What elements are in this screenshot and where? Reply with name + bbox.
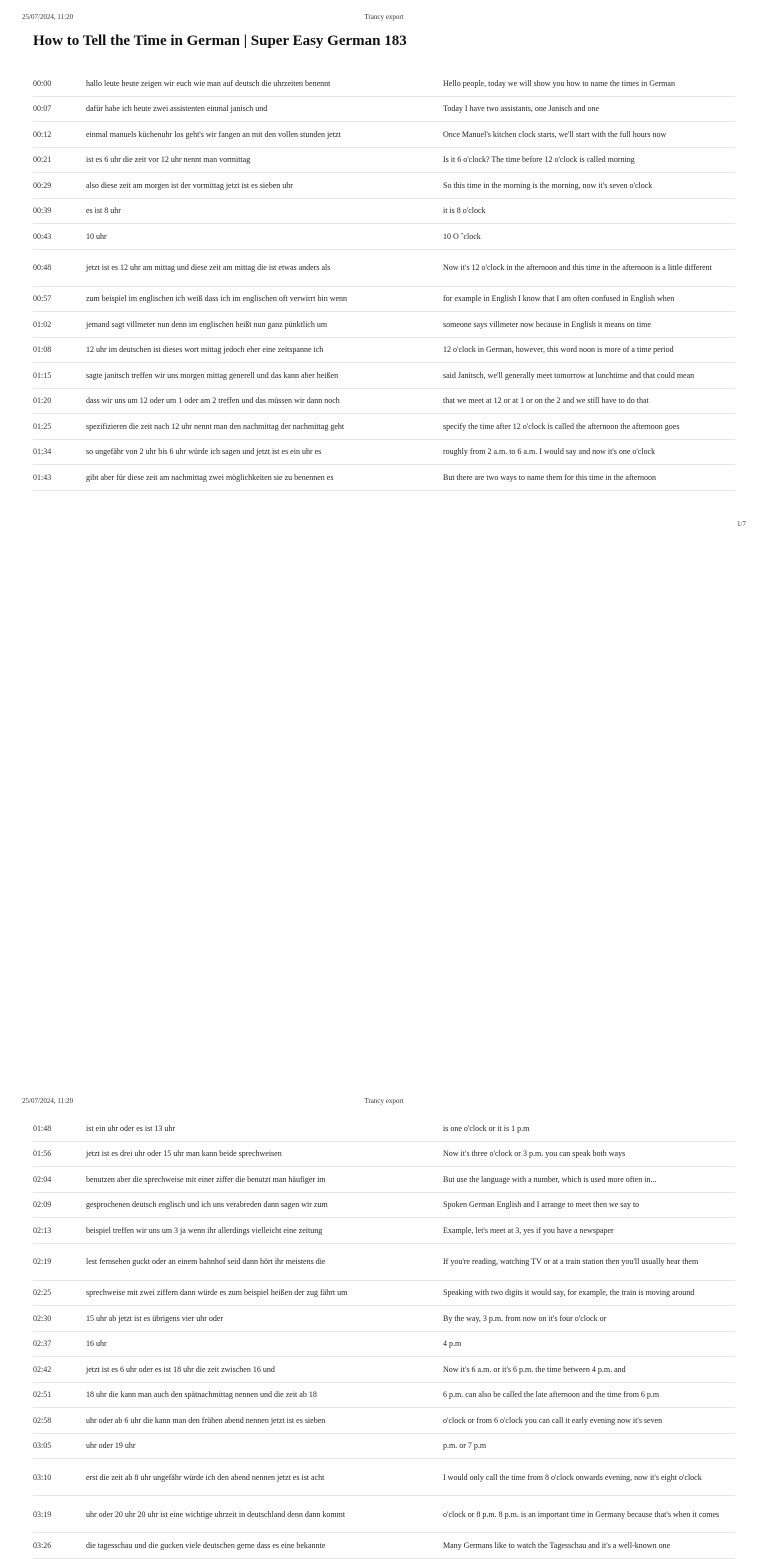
- timestamp: 01:48: [33, 1123, 52, 1133]
- transcript-row: [33, 1306, 735, 1332]
- timestamp: 02:37: [33, 1339, 52, 1349]
- timestamp: 00:43: [33, 231, 52, 241]
- english-translation: 4 p.m: [443, 1339, 462, 1349]
- english-translation: If you're reading, watching TV or at a train station then you'll usually hear them: [443, 1257, 699, 1266]
- timestamp: 00:12: [33, 129, 52, 139]
- english-translation: Spoken German English and I arrange to meet then we say to: [443, 1200, 640, 1210]
- timestamp: 01:02: [33, 319, 52, 329]
- english-translation: Now it's three o'clock or 3 p.m. you can speak both ways: [443, 1149, 626, 1159]
- german-text: also diese zeit am morgen ist der vormittag jetzt ist es sieben uhr: [86, 180, 293, 190]
- transcript-row: [33, 97, 735, 123]
- german-text: dafür habe ich heute zwei assistenten einmal janisch und: [86, 104, 268, 114]
- timestamp: 02:09: [33, 1200, 52, 1210]
- german-text: so ungefähr von 2 uhr bis 6 uhr würde ich sagen und jetzt ist es ein uhr es: [86, 447, 322, 457]
- english-translation: p.m. or 7 p.m: [443, 1441, 487, 1451]
- transcript-row: [33, 1332, 735, 1358]
- transcript-row: [33, 224, 735, 250]
- english-translation: o'clock or 8 p.m. 8 p.m. is an important time in Germany because that's when it comes: [443, 1509, 720, 1519]
- timestamp: 02:58: [33, 1415, 52, 1425]
- timestamp: 01:56: [33, 1149, 52, 1159]
- english-translation: that we meet at 12 or at 1 or on the 2 and we still have to do that: [443, 396, 649, 406]
- document-title: How to Tell the Time in German | Super Easy German 183: [33, 33, 407, 49]
- german-text: es ist 8 uhr: [86, 206, 121, 216]
- german-text: uhr oder ab 6 uhr die kann man den frühen abend nennen jetzt ist es sieben: [86, 1415, 326, 1425]
- german-text: sprechweise mit zwei ziffern dann würde es zum beispiel heißen der zug fährt um: [86, 1288, 348, 1298]
- transcript-row: [33, 1142, 735, 1168]
- german-text: einmal manuels küchenuhr los geht's wir fangen an mit den vollen stunden jetzt: [86, 129, 341, 139]
- transcript-row: [33, 338, 735, 364]
- german-text: 16 uhr: [86, 1339, 107, 1349]
- transcript-row: [33, 1434, 735, 1460]
- german-text: ist es 6 uhr die zeit vor 12 uhr nennt man vormittag: [86, 155, 251, 165]
- transcript-row: [33, 250, 735, 287]
- transcript-table-page-1: [33, 71, 735, 491]
- german-text: die tagesschau und die gucken viele deutschen gerne dass es eine bekannte: [86, 1540, 326, 1550]
- page-1: [0, 0, 768, 540]
- english-translation: Once Manuel's kitchen clock starts, we'll start with the full hours now: [443, 129, 667, 139]
- timestamp: 00:00: [33, 78, 52, 88]
- english-translation: Is it 6 o'clock? The time before 12 o'clock is called morning: [443, 155, 635, 165]
- timestamp: 02:04: [33, 1174, 52, 1184]
- timestamp: 01:25: [33, 421, 52, 431]
- german-text: ist ein uhr oder es ist 13 uhr: [86, 1123, 176, 1133]
- transcript-row: [33, 122, 735, 148]
- timestamp: 00:21: [33, 155, 52, 165]
- english-translation: But use the language with a number, which is used more often in...: [443, 1174, 657, 1184]
- english-translation: I would only call the time from 8 o'clock onwards evening, now it's eight o'clock: [443, 1472, 702, 1482]
- transcript-row: [33, 1193, 735, 1219]
- english-translation: Speaking with two digits it would say, for example, the train is moving around: [443, 1288, 695, 1298]
- english-translation: 12 o'clock in German, however, this word noon is more of a time period: [443, 345, 674, 355]
- english-translation: So this time in the morning is the morning, now it's seven o'clock: [443, 180, 653, 190]
- english-translation: is one o'clock or it is 1 p.m: [443, 1123, 530, 1133]
- timestamp: 00:39: [33, 206, 52, 216]
- transcript-row: [33, 1408, 735, 1434]
- german-text: beispiel treffen wir uns um 3 ja wenn ihr allerdings vielleicht eine zeitung: [86, 1225, 323, 1235]
- german-text: uhr oder 19 uhr: [86, 1441, 136, 1451]
- english-translation: Today I have two assistants, one Janisch and one: [443, 104, 600, 114]
- german-text: gesprochenen deutsch englisch und ich uns verabreden dann sagen wir zum: [86, 1200, 328, 1210]
- english-translation: Now it's 6 a.m. or it's 6 p.m. the time between 4 p.m. and: [443, 1364, 626, 1374]
- timestamp: 00:57: [33, 294, 52, 304]
- english-translation: said Janitsch, we'll generally meet tomorrow at lunchtime and that could mean: [443, 370, 695, 380]
- page-number: 1/7: [737, 520, 746, 528]
- german-text: 15 uhr ab jetzt ist es übrigens vier uhr oder: [86, 1313, 224, 1323]
- transcript-row: [33, 1496, 735, 1533]
- timestamp: 01:20: [33, 396, 52, 406]
- transcript-row: [33, 287, 735, 313]
- export-app-name: Trancy export: [364, 1097, 404, 1105]
- timestamp: 01:08: [33, 345, 52, 355]
- transcript-row: [33, 1357, 735, 1383]
- german-text: uhr oder 20 uhr 20 uhr ist eine wichtige uhrzeit in deutschland denn dann kommt: [86, 1509, 346, 1519]
- german-text: dass wir uns um 12 oder um 1 oder am 2 treffen und das müssen wir dann noch: [86, 396, 340, 406]
- timestamp: 03:10: [33, 1472, 52, 1482]
- timestamp: 02:25: [33, 1288, 52, 1298]
- timestamp: 02:19: [33, 1257, 52, 1266]
- timestamp: 03:26: [33, 1540, 52, 1550]
- german-text: 12 uhr im deutschen ist dieses wort mittag jedoch eher eine zeitspanne ich: [86, 345, 324, 355]
- german-text: sagte janitsch treffen wir uns morgen mittag generell und das kann aber heißen: [86, 370, 339, 380]
- export-date: 25/07/2024, 11:20: [22, 1097, 74, 1105]
- german-text: hallo leute heute zeigen wir euch wie man auf deutsch die uhrzeiten benennt: [86, 78, 331, 88]
- english-translation: 10 O ˆclock: [443, 231, 481, 241]
- english-translation: By the way, 3 p.m. from now on it's four o'clock or: [443, 1313, 607, 1323]
- english-translation: for example in English I know that I am often confused in English when: [443, 294, 675, 304]
- transcript-row: [33, 363, 735, 389]
- transcript-row: [33, 312, 735, 338]
- transcript-row: [33, 1459, 735, 1496]
- transcript-row: [33, 1244, 735, 1281]
- english-translation: someone says villmeter now because in English it means on time: [443, 319, 651, 329]
- english-translation: Example, let's meet at 3, yes if you have a newspaper: [443, 1225, 614, 1235]
- english-translation: 6 p.m. can also be called the late afternoon and the time from 6 p.m: [443, 1390, 660, 1400]
- german-text: gibt aber für diese zeit am nachmittag zwei möglichkeiten sie zu benennen es: [86, 472, 334, 482]
- english-translation: Hello people, today we will show you how to name the times in German: [443, 78, 675, 88]
- german-text: zum beispiel im englischen ich weiß dass ich im englischen oft verwirrt bin wenn: [86, 294, 348, 304]
- timestamp: 02:42: [33, 1364, 52, 1374]
- transcript-table-page-2: [33, 1116, 735, 1559]
- transcript-row: [33, 465, 735, 491]
- transcript-row: [33, 1116, 735, 1142]
- german-text: jemand sagt villmeter nun denn im englischen heißt nun ganz pünktlich um: [86, 319, 328, 329]
- timestamp: 01:15: [33, 370, 52, 380]
- english-translation: roughly from 2 a.m. to 6 a.m. I would say and now it's one o'clock: [443, 447, 656, 457]
- german-text: jetzt ist es drei uhr oder 15 uhr man kann beide sprechweisen: [86, 1149, 282, 1159]
- german-text: lest fernsehen guckt oder an einem bahnhof seid dann hört ihr meistens die: [86, 1257, 326, 1266]
- english-translation: But there are two ways to name them for this time in the afternoon: [443, 472, 657, 482]
- german-text: erst die zeit ab 8 uhr ungefähr würde ich den abend nennen jetzt es ist acht: [86, 1472, 325, 1482]
- german-text: jetzt ist es 6 uhr oder es ist 18 uhr die zeit zwischen 16 und: [86, 1364, 275, 1374]
- transcript-row: [33, 173, 735, 199]
- timestamp: 02:13: [33, 1225, 52, 1235]
- timestamp: 01:43: [33, 472, 52, 482]
- timestamp: 03:05: [33, 1441, 52, 1451]
- english-translation: specify the time after 12 o'clock is called the afternoon the afternoon goes: [443, 421, 680, 431]
- timestamp: 00:07: [33, 104, 52, 114]
- transcript-row: [33, 389, 735, 415]
- english-translation: Now it's 12 o'clock in the afternoon and this time in the afternoon is a little different: [443, 263, 712, 272]
- transcript-row: [33, 1281, 735, 1307]
- german-text: 10 uhr: [86, 231, 107, 241]
- german-text: spezifizieren die zeit nach 12 uhr nennt man den nachmittag der nachmittag geht: [86, 421, 345, 431]
- transcript-row: [33, 71, 735, 97]
- export-date: 25/07/2024, 11:20: [22, 13, 74, 21]
- export-app-name: Trancy export: [364, 13, 404, 21]
- german-text: benutzen aber die sprechweise mit einer ziffer die benutzt man häufiger im: [86, 1174, 326, 1184]
- german-text: jetzt ist es 12 uhr am mittag und diese zeit am mittag die ist etwas anders als: [86, 263, 331, 272]
- transcript-row: [33, 414, 735, 440]
- transcript-row: [33, 1218, 735, 1244]
- timestamp: 02:51: [33, 1390, 52, 1400]
- timestamp: 00:29: [33, 180, 52, 190]
- transcript-row: [33, 199, 735, 225]
- english-translation: o'clock or from 6 o'clock you can call it early evening now it's seven: [443, 1415, 663, 1425]
- timestamp: 02:30: [33, 1313, 52, 1323]
- english-translation: it is 8 o'clock: [443, 206, 486, 216]
- transcript-row: [33, 148, 735, 174]
- german-text: 18 uhr die kann man auch den spätnachmittag nennen und die zeit ab 18: [86, 1390, 317, 1400]
- timestamp: 00:48: [33, 263, 52, 272]
- english-translation: Many Germans like to watch the Tagesschau and it's a well-known one: [443, 1540, 671, 1550]
- transcript-row: [33, 1167, 735, 1193]
- transcript-row: [33, 440, 735, 466]
- transcript-row: [33, 1383, 735, 1409]
- timestamp: 03:19: [33, 1509, 52, 1519]
- page-2: [0, 540, 768, 1550]
- transcript-row: [33, 1533, 735, 1559]
- timestamp: 01:34: [33, 447, 52, 457]
